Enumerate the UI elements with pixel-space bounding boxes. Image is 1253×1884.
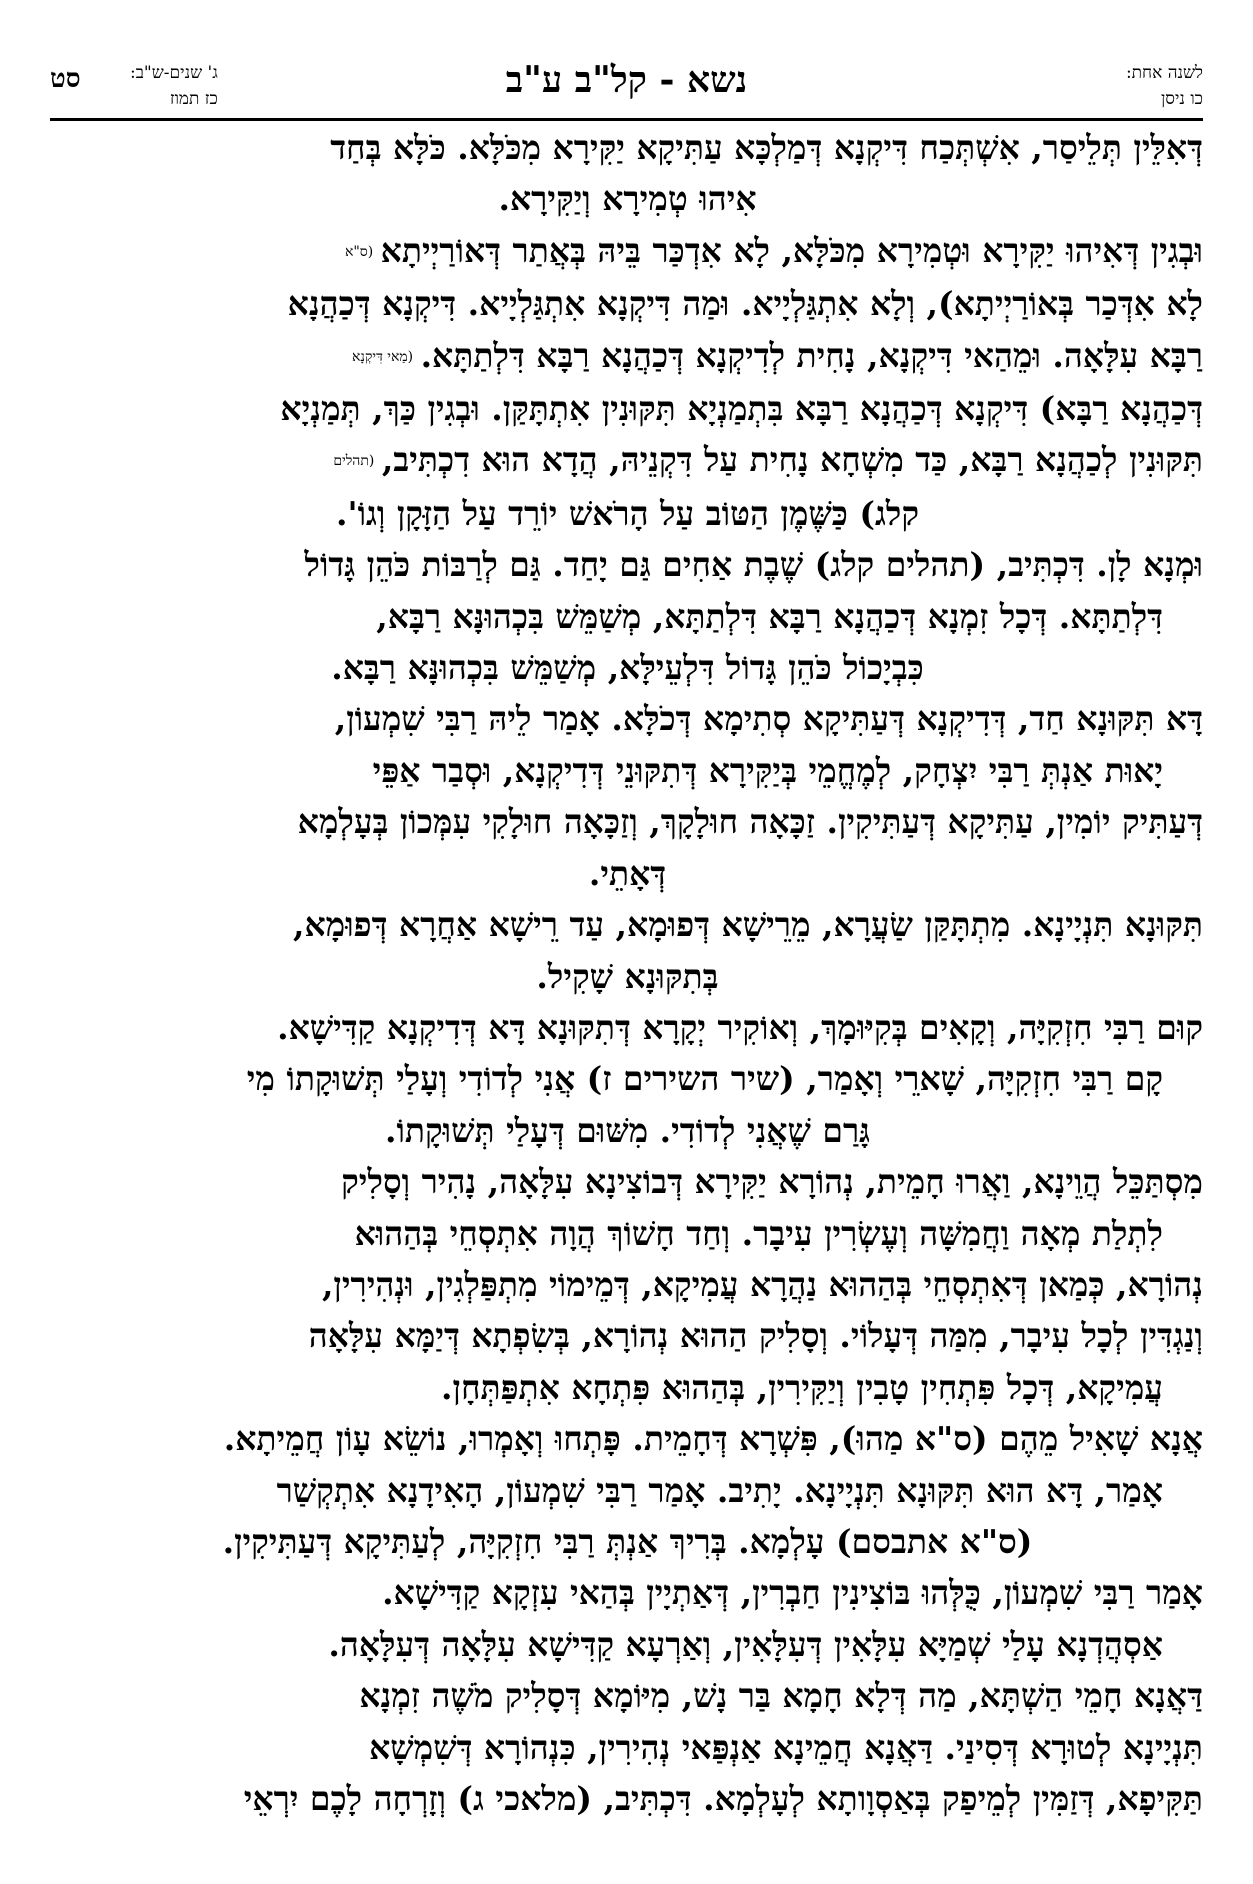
- line-text: קלג) כַּשֶּׁמֶן הַטּוֹב עַל הָרֹאשׁ יוֹרֵד עַל הַזָּקָן וְגוֹ'.: [335, 493, 919, 533]
- line-text: וּבְגִין דְּאִיהוּ יַקִּירָא וּטְמִירָא מִכֹּלָּא, לָא אִדְכַּר בֵּיהּ בְּאֲתַר דְּאוֹרַיְיתָא: [380, 230, 1203, 270]
- source-reference: (ס"א: [344, 243, 378, 260]
- text-line: [52, 1773, 1203, 1824]
- text-line: [52, 383, 1203, 434]
- text-line: [52, 225, 1203, 278]
- line-text: (ס"א אתבסם) עָלְמָא. בְּרִיךְ אַנְתְּ רַבִּי חִזְקִיָּה, לְעַתִּיקָא דְּעַתִּיקִין.: [222, 1521, 1033, 1561]
- text-line: [52, 1362, 1203, 1413]
- line-text: דְּאָתֵי.: [588, 853, 667, 893]
- page-title: נשא - קל"ב ע"ב: [505, 59, 748, 101]
- line-text: אָמַר, דָּא הוּא תִּקּוּנָא תִּנְיָינָא. יָתִיב. אָמַר רַבִּי שִׁמְעוֹן, הָאִידָנָא אִתְקְשַׁר: [276, 1470, 1163, 1510]
- text-line: [52, 1619, 1203, 1670]
- text-line: [52, 1567, 1203, 1618]
- text-line: [52, 1259, 1203, 1310]
- source-reference: (מַאי דִּיקְנָא: [351, 348, 418, 365]
- text-line: [52, 488, 1203, 539]
- line-text: דְּעַתִּיק יוֹמִין, עַתִּיקָא דְּעַתִּיקִין. זַכָּאָה חוּלָקָךְ, וְזַכָּאָה חוּלָקִי עִמְּכוֹן בְּעָלְמָא: [297, 802, 1203, 842]
- text-line: [52, 1670, 1203, 1721]
- line-text: אֲנָא שָׁאִיל מֵהֶם (ס"א מַהוּ), פִּשְׁרָא דְּחָמֵית. פָּתְחוּ וְאָמְרוּ, נוֹשֵׂא עָוֹן חֲמֵיתָא.: [223, 1419, 1203, 1459]
- line-text: דִּלְתַתָּא. דְּכָל זִמְנָא דְּכַהֲנָא רַבָּא דִּלְתַתָּא, מְשַׁמֵּשׁ בִּכְהוּנָּא רַבָּא,: [376, 596, 1163, 636]
- line-text: וְנַגְדִּין לְכָל עִיבָר, מִמַּה דְּעָלוֹי. וְסָלִיק הַהוּא נְהוֹרָא, בְּשִׂפְתָא דְּיַמָּא עִלָּאָה: [308, 1316, 1203, 1356]
- line-text: דְּכַהֲנָא רַבָּא) דִּיקְנָא דְּכַהֲנָא רַבָּא בִּתְמַנְיָא תִּקּוּנִין אִתְתָּקַּן. וּבְגִין כַּךְ, תְּמַנְיָא: [280, 389, 1203, 429]
- text-line: [52, 591, 1203, 642]
- text-line: [52, 173, 1203, 224]
- line-text: קוּם רַבִּי חִזְקִיָּה, וְקָאִים בְּקִיּוּמָךְ, וְאוֹקִיר יְקָרָא דְּתִקּוּנָא דָּא דְּדִיקְנָא קַדִּישָׁא.: [277, 1007, 1203, 1047]
- text-line: [52, 1105, 1203, 1156]
- line-text: כִּבְיָכוֹל כֹּהֵן גָּדוֹל דִּלְעֵילָּא, מְשַׁמֵּשׁ בִּכְהוּנָּא רַבָּא.: [331, 648, 924, 688]
- line-text: גָּרַם שֶׁאֲנִי לְדוֹדִי. מִשּׁוּם דְּעָלַי תְּשׁוּקָתוֹ.: [384, 1110, 871, 1150]
- line-text: קָם רַבִּי חִזְקִיָּה, שָׁארֵי וְאָמַר, (שיר השירים ז) אֲנִי לְדוֹדִי וְעָלַי תְּשׁוּקָתוֹ מִי: [246, 1059, 1163, 1099]
- text-line: [52, 848, 1203, 899]
- text-line: [52, 642, 1203, 693]
- text-line: [52, 1002, 1203, 1053]
- line-text: אָמַר רַבִּי שִׁמְעוֹן, כֻּלְּהוּ בּוֹצִינִין חַבְרִין, דְּאַתְיָין בְּהַאי עִזְקָא קַדִּישָׁא.: [382, 1573, 1203, 1613]
- line-text: דַּאֲנָא חָמֵי הַשְׁתָּא, מַה דְּלָא חָמָא בַּר נָשׁ, מִיּוֹמָא דְּסָלִיק מֹשֶׁה זִמְנָא: [359, 1676, 1203, 1716]
- line-text: רַבָּא עִלָּאָה. וּמֵהַאי דִּיקְנָא, נָחִית לְדִיקְנָא דְּכַהֲנָא רַבָּא דִּלְתַתָּא.: [420, 335, 1203, 375]
- text-line: [52, 1465, 1203, 1516]
- header-divider: [50, 118, 1203, 121]
- source-reference: (תהלים: [333, 453, 379, 470]
- text-line: [52, 1208, 1203, 1259]
- study-schedule-three-year: [130, 60, 218, 112]
- text-line: [52, 122, 1203, 173]
- text-line: [52, 693, 1203, 744]
- schedule-date: כו ניסן: [1160, 89, 1203, 109]
- line-text: מִסְתַּכֵּל הֲוֵינָא, וַאֲרוּ חָמֵית, נְהוֹרָא יַקִּירָא דְּבוֹצִינָא עִלָּאָה, נָהִיר וְסָלִיק: [341, 1162, 1203, 1202]
- line-text: תַּקִּיפָא, דְּזַמִּין לְמֵיפַק בְּאַסְוָותָא לְעָלְמָא. דִּכְתִּיב, (מלאכי ג) וְזָרְחָה לָכֶם יִרְאֵי: [243, 1779, 1203, 1818]
- text-line: [52, 1053, 1203, 1104]
- schedule-label: לשנה אחת:: [1125, 63, 1203, 83]
- text-line: [52, 1156, 1203, 1207]
- line-text: דְּאִלֵּין תְּלֵיסַר, אִשְׁתְּכַח דִּיקְנָא דְּמַלְכָּא עַתִּיקָא יַקִּירָא מִכֹּלָּא. כֹּלָּא בְּחַד: [330, 128, 1203, 167]
- text-line: [52, 434, 1203, 487]
- line-text: לָא אִדְּכַר בְּאוֹרַיְיתָא), וְלָא אִתְגַּלְיָיא. וּמַה דִּיקְנָא אִתְגַּלְיָיא. דִּיקְנָא דְּכַהֲנָא: [287, 284, 1203, 324]
- line-text: נְהוֹרָא, כְּמַאן דְּאִתְסְחֵי בְּהַהוּא נַהֲרָא עֲמִיקָא, דְּמֵימוֹי מִתְפַּלְגִין, וּנְהִירִין,: [321, 1264, 1203, 1304]
- text-line: [52, 330, 1203, 383]
- main-text: [52, 122, 1203, 1824]
- line-text: אִיהוּ טְמִירָא וְיַקִּירָא.: [498, 179, 757, 219]
- line-text: תִּנְיָינָא לְטוּרָא דְּסִינַי. דַּאֲנָא חֲמֵינָא אַנְפַּאי נְהִירִין, כִּנְהוֹרָא דְּשִׁמְשָׁא: [369, 1727, 1203, 1767]
- line-text: וּמְנָא לָן. דִּכְתִּיב, (תהלים קלג) שֶׁבֶת אַחִים גַּם יָחַד. גַּם לְרַבּוֹת כֹּהֵן גָּדוֹל: [304, 545, 1203, 585]
- text-line: [52, 1413, 1203, 1464]
- schedule-date: כז תמוז: [169, 89, 218, 109]
- text-line: [52, 745, 1203, 796]
- text-line: [52, 951, 1203, 1002]
- text-line: [52, 539, 1203, 590]
- text-line: [52, 1722, 1203, 1773]
- page-header: [50, 52, 1203, 124]
- line-text: אַסְהֲדְנָא עָלַי שְׁמַיָּא עִלָּאִין דְּעִלָּאִין, וְאַרְעָא קַדִּישָׁא עִלָּאָה דְּעִלָּאָה.: [328, 1624, 1163, 1664]
- schedule-label: ג' שנים-ש"ב:: [130, 63, 218, 83]
- text-line: [52, 278, 1203, 329]
- line-text: עֲמִיקָא, דְּכָל פִּתְחִין טָבִין וְיַקִּירִין, בְּהַהוּא פִּתְחָא אִתְפַּתְּחָן.: [441, 1367, 1163, 1407]
- text-line: [52, 1310, 1203, 1361]
- text-line: [52, 1516, 1203, 1567]
- line-text: יָאוּת אַנְתְּ רַבִּי יִצְחָק, לְמֶחֱמֵי בְּיַקִּירָא דְּתִקּוּנֵי דְּדִיקְנָא, וּסְבַר אַפֵּי: [372, 750, 1163, 790]
- line-text: תִּקּוּנִין לְכַהֲנָא רַבָּא, כַּד מִשְׁחָא נָחִית עַל דִּקְנֵיהּ, הֲדָא הוּא דִכְתִּיב,: [381, 440, 1203, 480]
- line-text: דָּא תִּקּוּנָא חַד, דְּדִיקְנָא דְּעַתִּיקָא סְתִימָא דְּכֹלָּא. אָמַר לֵיהּ רַבִּי שִׁמְעוֹן,: [334, 699, 1203, 739]
- line-text: תִּקּוּנָא תִּנְיָינָא. מִתְתָּקַּן שַׂעֲרָא, מֵרֵישָׁא דְּפוּמָא, עַד רֵישָׁא אַחֲרָא דְּפוּמָא,: [293, 905, 1203, 945]
- page-number: סט: [50, 64, 81, 94]
- line-text: לִתְלַת מְאָה וַחֲמִשָּׁה וְעֶשְׂרִין עִיבָר. וְחַד חָשׁוֹךְ הֲוָה אִתְסְחֵי בְּהַהוּא: [354, 1213, 1163, 1253]
- text-line: [52, 899, 1203, 950]
- text-line: [52, 796, 1203, 847]
- line-text: בְּתִקּוּנָא שָׁקִיל.: [536, 956, 719, 996]
